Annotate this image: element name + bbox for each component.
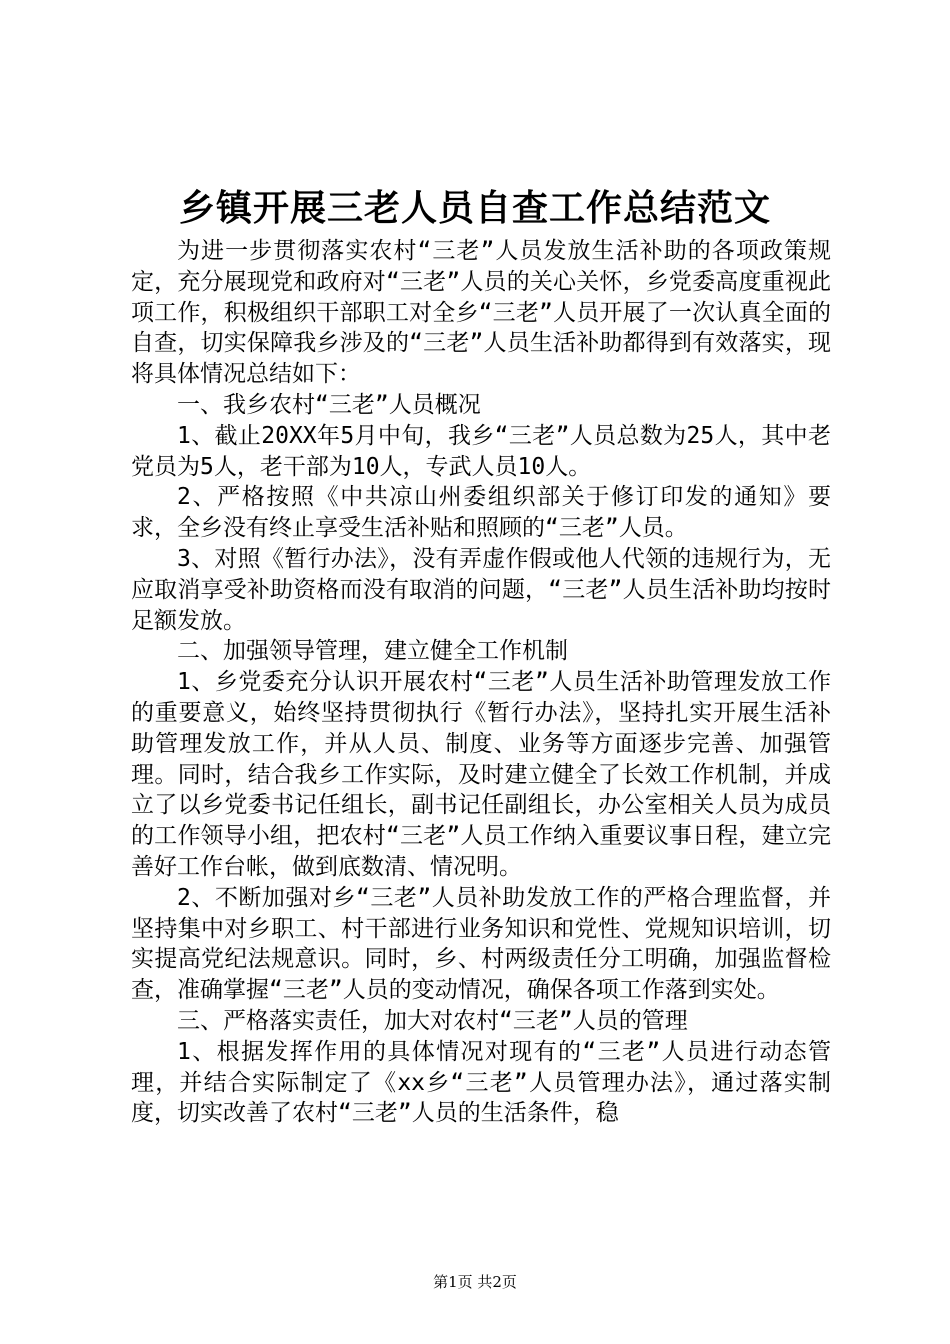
paragraph: 3、对照《暂行办法》，没有弄虚作假或他人代领的违规行为，无应取消享受补助资格而没有取消的问题，“三老”人员生活补助均按时足额发放。 — [131, 545, 831, 634]
paragraph: 1、根据发挥作用的具体情况对现有的“三老”人员进行动态管理，并结合实际制定了《xx乡“三老”人员管理办法》，通过落实制度，切实改善了农村“三老”人员的生活条件，稳 — [131, 1038, 831, 1127]
document-body — [131, 236, 831, 1129]
section-heading-1: 一、我乡农村“三老”人员概况 — [177, 391, 481, 418]
paragraph: 1、截止20XX年5月中旬，我乡“三老”人员总数为25人，其中老党员为5人，老干部为10人，专武人员10人。 — [131, 422, 831, 480]
document-title: 乡镇开展三老人员自查工作总结范文 — [178, 187, 771, 229]
paragraph: 2、不断加强对乡“三老”人员补助发放工作的严格合理监督，并坚持集中对乡职工、村干部进行业务知识和党性、党规知识培训，切实提高党纪法规意识。同时，乡、村两级责任分工明确，加强监督检查，准确掌握“三老”人员的变动情况，确保各项工作落到实处。 — [131, 884, 831, 1004]
section-heading-3: 三、严格落实责任，加大对农村“三老”人员的管理 — [177, 1007, 688, 1034]
paragraph: 1、乡党委充分认识开展农村“三老”人员生活补助管理发放工作的重要意义，始终坚持贯彻执行《暂行办法》，坚持扎实开展生活补助管理发放工作，并从人员、制度、业务等方面逐步完善、加强管理。同时，结合我乡工作实际，及时建立健全了长效工作机制，并成立了以乡党委书记任组长，副书记任副组长，办公室相关人员为成员的工作领导小组，把农村“三老”人员工作纳入重要议事日程，建立完善好工作台帐，做到底数清、情况明。 — [131, 669, 831, 880]
page-number-footer: 第1页 共2页 — [433, 1273, 517, 1291]
section-heading-2: 二、加强领导管理，建立健全工作机制 — [177, 638, 568, 665]
paragraph-intro: 为进一步贯彻落实农村“三老”人员发放生活补助的各项政策规定，充分展现党和政府对“三老”人员的关心关怀，乡党委高度重视此项工作，积极组织干部职工对全乡“三老”人员开展了一次认真全面的自查，切实保障我乡涉及的“三老”人员生活补助都得到有效落实，现将具体情况总结如下： — [131, 238, 831, 388]
paragraph: 2、严格按照《中共凉山州委组织部关于修订印发的通知》要求，全乡没有终止享受生活补贴和照顾的“三老”人员。 — [131, 484, 831, 542]
